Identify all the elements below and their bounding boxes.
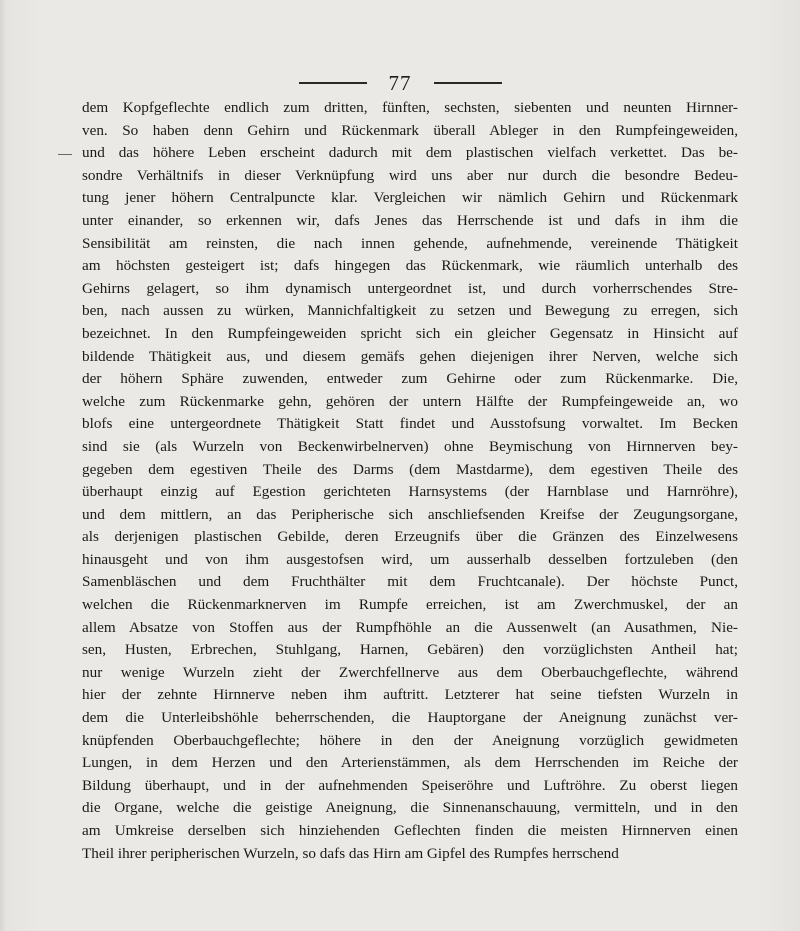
text-line: und dem mittlern, an das Peripherische sich anschliefsenden Kreifse der Zeugungsorgane, [82, 505, 738, 523]
text-line: tung jener höhern Centralpuncte klar. Vergleichen wir nämlich Gehirn und Rückenmark [82, 189, 738, 207]
text-line: nur wenige Wurzeln zieht der Zwerchfellnerve aus dem Oberbauchgeflechte, während [82, 663, 738, 681]
margin-mark [58, 154, 72, 155]
text-line: am höchsten gesteigert ist; dafs hingegen das Rückenmark, wie räumlich unterhalb des [82, 257, 738, 275]
text-line: Bildung überhaupt, und in der aufnehmenden Speiseröhre und Luftröhre. Zu oberst liegen [82, 776, 738, 794]
text-line: allem Absatze von Stoffen aus der Rumpfhöhle an die Aussenwelt (an Ausathmen, Nie- [82, 618, 738, 636]
text-line: unter einander, so erkennen wir, dafs Jenes das Herrschende ist und dafs in ihm die [82, 211, 738, 229]
text-line: welchen die Rückenmarknerven im Rumpfe erreichen, ist am Zwerchmuskel, der an [82, 596, 738, 614]
page-header [0, 70, 800, 96]
text-line: bildende Thätigkeit aus, und diesem gemäfs gehen diejenigen ihrer Nerven, welche sich [82, 347, 738, 365]
text-line: sind sie (als Wurzeln von Beckenwirbelnerven) ohne Beymischung von Hirnnerven bey- [82, 437, 738, 455]
text-line: bezeichnet. In den Rumpfeingeweiden spricht sich ein gleicher Gegensatz in Hinsicht auf [82, 324, 738, 342]
text-line: Lungen, in dem Herzen und den Arterienstämmen, als dem Herrschenden im Reiche der [82, 754, 738, 772]
text-line: die Organe, welche die geistige Aneignung, die Sinnenanschauung, vermitteln, und in den [82, 799, 738, 817]
text-line: hier der zehnte Hirnnerve neben ihm auftritt. Letzterer hat seine tiefsten Wurzeln in [82, 686, 738, 704]
text-line: dem die Unterleibshöhle beherrschenden, die Hauptorgane der Aneignung zunächst ver- [82, 709, 738, 727]
text-line: der höhern Sphäre zuwenden, entweder zum Gehirne oder zum Rückenmarke. Die, [82, 370, 738, 388]
text-line: welche zum Rückenmarke gehn, gehören der untern Hälfte der Rumpfeingeweide an, wo [82, 392, 738, 410]
page-number: 77 [388, 70, 412, 95]
text-line: überhaupt einzig auf Egestion gerichteten Harnsystems (der Harnblase und Harnröhre), [82, 483, 738, 501]
text-line: sen, Husten, Erbrechen, Stuhlgang, Harnen, Gebären) den vorzüglichsten Antheil hat; [82, 641, 738, 659]
text-line: Sensibilität am reinsten, die nach innen gehende, aufnehmende, vereinende Thätigkeit [82, 234, 738, 252]
text-line: als derjenigen plastischen Gebilde, deren Erzeugnifs über die Gränzen des Einzelwesens [82, 528, 738, 546]
body-text [82, 97, 738, 865]
text-line: blofs eine untergeordnete Thätigkeit Statt findet und Ausstofsung vorwaltet. Im Becken [82, 415, 738, 433]
text-line: und das höhere Leben erscheint dadurch mit dem plastischen vielfach verkettet. Das be- [82, 144, 738, 162]
header-rule-left [299, 82, 367, 84]
text-line: dem Kopfgeflechte endlich zum dritten, fünften, sechsten, siebenten und neunten Hirnner- [82, 99, 738, 116]
text-line: hinausgeht und von ihm ausgestofsen wird, um ausserhalb desselben fortzuleben (den [82, 550, 738, 568]
text-line: sondre Verhältnifs in dieser Verknüpfung wird uns aber nur durch die besondre Bedeu- [82, 166, 738, 184]
header-rule-right [434, 82, 502, 84]
text-line: Theil ihrer peripherischen Wurzeln, so dafs das Hirn am Gipfel des Rumpfes herrschend [82, 844, 619, 862]
text-line: ben, nach aussen zu würken, Mannichfaltigkeit zu setzen und Bewegung zu erregen, sich [82, 302, 738, 320]
text-line: ven. So haben denn Gehirn und Rückenmark überall Ableger in den Rumpfeingeweiden, [82, 121, 738, 139]
text-line: am Umkreise derselben sich hinziehenden Geflechten finden die meisten Hirnnerven einen [82, 822, 738, 839]
text-line: Gehirns gelagert, so ihm dynamisch untergeordnet ist, und durch vorherrschendes Stre- [82, 279, 738, 297]
text-line: gegeben dem egestiven Theile des Darms (dem Mastdarme), dem egestiven Theile des [82, 460, 738, 478]
text-line: knüpfenden Oberbauchgeflechte; höhere in den der Aneignung vorzüglich gewidmeten [82, 731, 738, 749]
text-line: Samenbläschen und dem Fruchthälter mit dem Fruchtcanale). Der höchste Punct, [82, 573, 738, 591]
